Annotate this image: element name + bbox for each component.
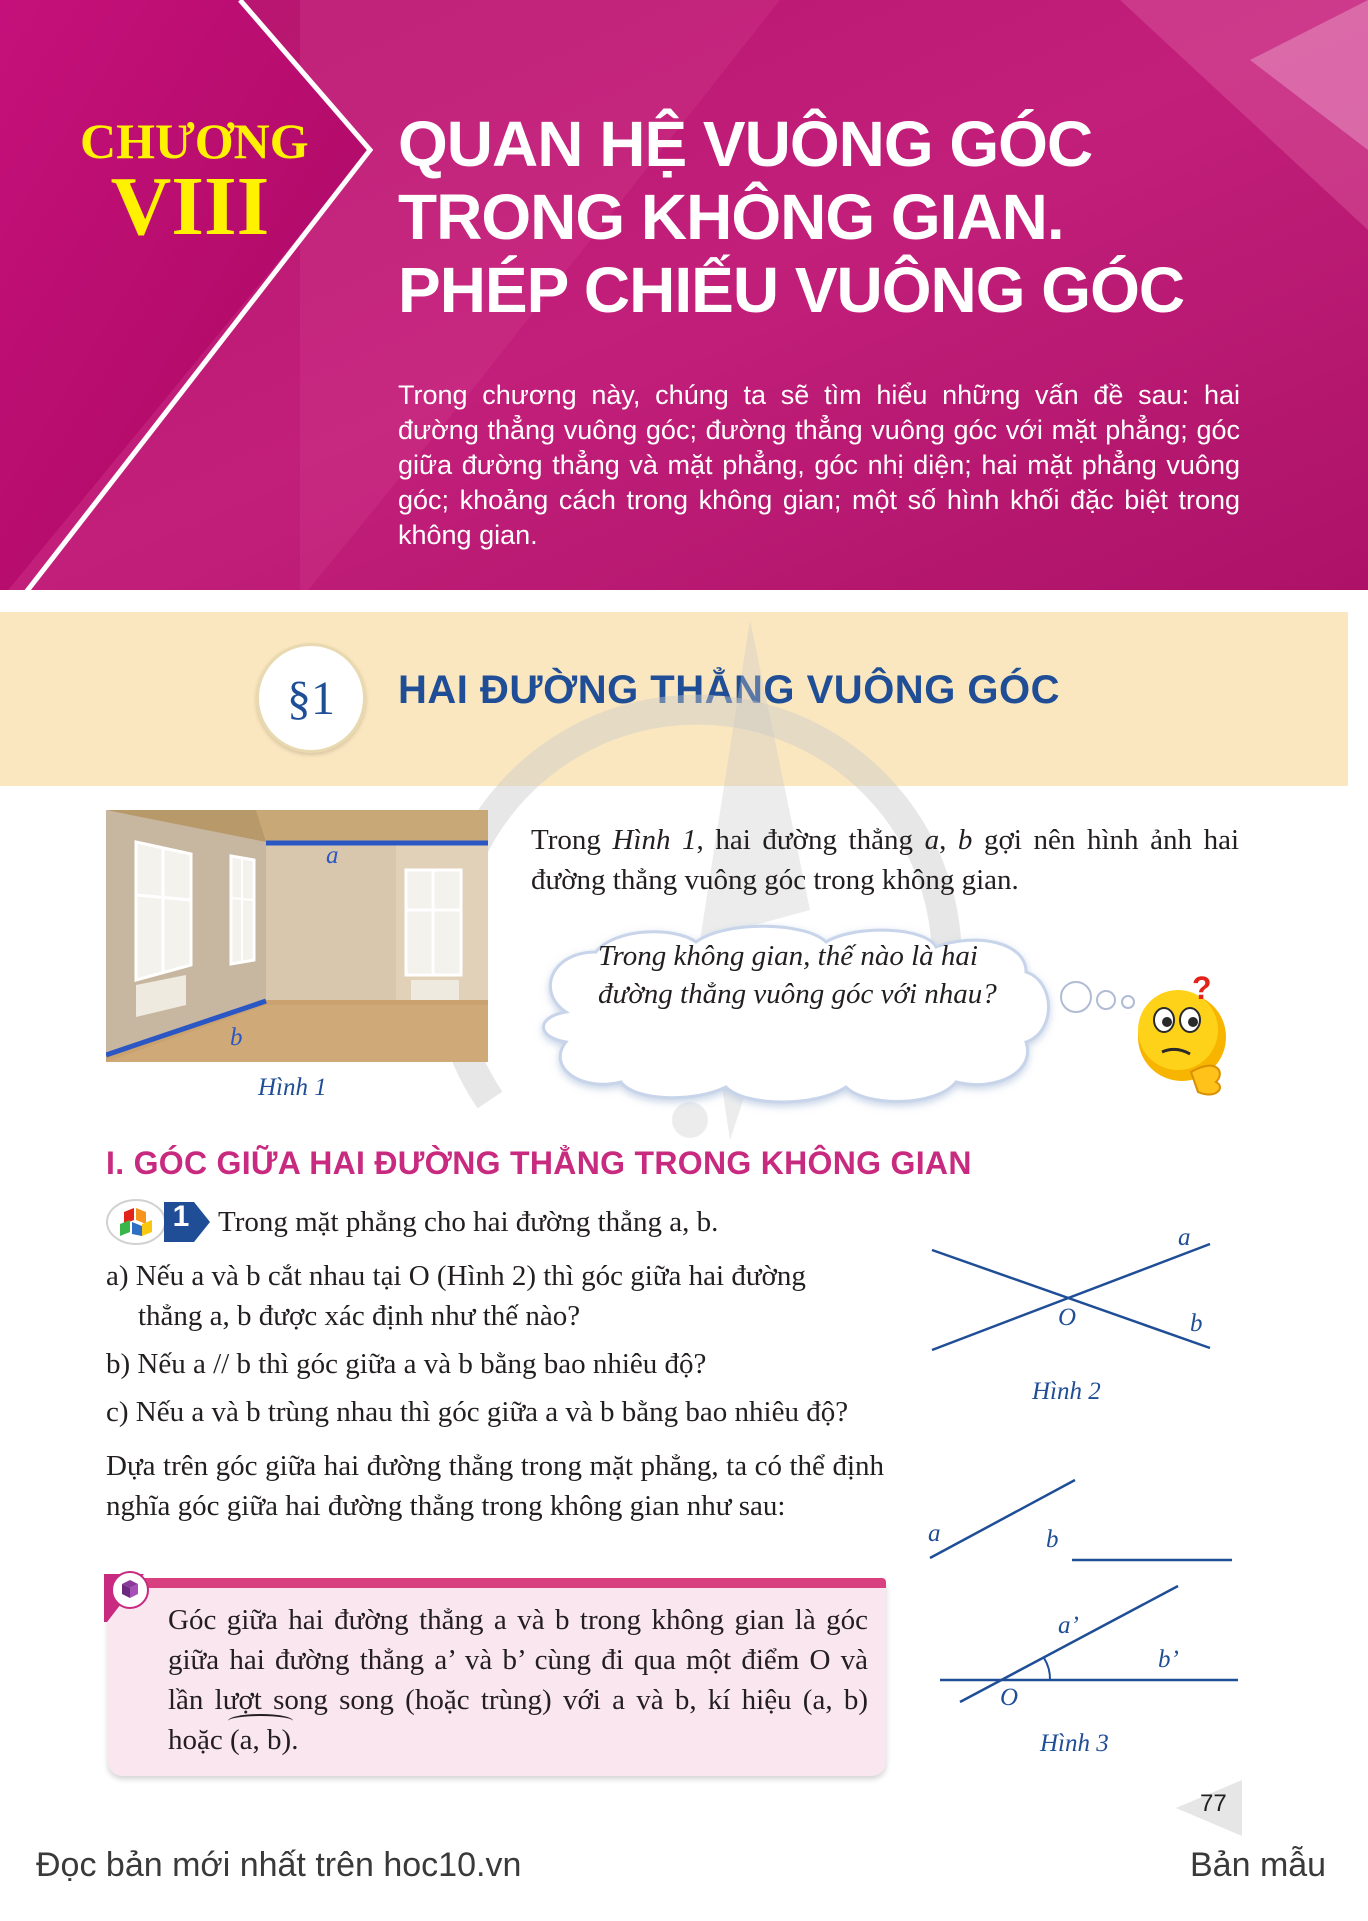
footer-link[interactable]: Đọc bản mới nhất trên hoc10.vn [36, 1846, 522, 1884]
figure3-label-b: b [1046, 1526, 1059, 1553]
question-mark: ? [1192, 970, 1212, 1006]
page-number: 77 [1200, 1790, 1227, 1817]
figure2-caption: Hình 2 [1032, 1378, 1101, 1405]
intro-paragraph [531, 820, 1239, 900]
figure2-label-b: b [1190, 1310, 1203, 1337]
heading-section-1: I. GÓC GIỮA HAI ĐƯỜNG THẲNG TRONG KHÔNG GIAN [106, 1145, 972, 1181]
chapter-intro: Trong chương này, chúng ta sẽ tìm hiểu những vấn đề sau: hai đường thẳng vuông góc; đường thẳng vuông góc với mặt phẳng; góc giữa đường thẳng và mặt phẳng, góc nhị diện; hai mặt phẳng vuông góc; khoảng cách trong không gian; một số hình khối đặc biệt trong không gian. [398, 380, 1240, 550]
section-title: HAI ĐƯỜNG THẲNG VUÔNG GÓC [398, 668, 1061, 712]
figure3-label-o: O [1000, 1684, 1019, 1711]
activity-item-b: b) Nếu a // b thì góc giữa a và b bằng bao nhiêu độ? [106, 1348, 707, 1380]
definition-box-top-bar [108, 1578, 886, 1588]
chapter-title-line: PHÉP CHIẾU VUÔNG GÓC [398, 254, 1185, 326]
figure1-label-b: b [230, 1024, 243, 1051]
figure1-caption: Hình 1 [258, 1074, 327, 1101]
chapter-label: CHƯƠNG [80, 113, 309, 169]
figure3-label-a: a [928, 1520, 941, 1547]
chapter-title-line: QUAN HỆ VUÔNG GÓC [398, 108, 1093, 180]
figure3-caption: Hình 3 [1040, 1730, 1109, 1757]
intro-text: gợi nên hình ảnh hai đường thẳng vuông góc trong không gian. [531, 824, 1239, 896]
figure3-label-b-prime: b’ [1158, 1646, 1179, 1673]
cloud-question: Trong không gian, thế nào là hai đường thẳng vuông góc với nhau? [598, 940, 997, 1010]
definition-end: . [291, 1724, 299, 1756]
chapter-title-line: TRONG KHÔNG GIAN. [398, 181, 1064, 253]
intro-text: Trong [531, 824, 613, 856]
figure2-label-o: O [1058, 1304, 1077, 1331]
variable-a: a [924, 824, 940, 856]
definition-text [168, 1600, 868, 1760]
figure3-diagram [920, 1470, 1240, 1710]
figure2-label-a: a [1178, 1224, 1191, 1251]
angle-notation: (a, b) [230, 1720, 291, 1760]
variable-b: b [957, 824, 973, 856]
chapter-number: VIII [110, 160, 270, 253]
intro-text: , hai đường thẳng [696, 824, 925, 856]
figure3-label-a-prime: a’ [1058, 1612, 1079, 1639]
intro-text: , [939, 824, 958, 856]
chapter-title [398, 108, 1298, 327]
room-illustration [106, 810, 488, 1062]
activity-item-a: a) Nếu a và b cắt nhau tại O (Hình 2) thì góc giữa hai đường [106, 1260, 806, 1292]
footer-sample-label: Bản mẫu [1190, 1846, 1327, 1884]
chapter-banner [0, 0, 1368, 600]
definition-cube-icon [104, 1566, 160, 1622]
activity-intro: Trong mặt phẳng cho hai đường thẳng a, b. [218, 1206, 719, 1238]
thinking-emoji-icon [1138, 990, 1226, 1095]
definition-body: Góc giữa hai đường thẳng a và b trong không gian là góc giữa hai đường thẳng a’ và b’ cùng đi qua một điểm O và lần lượt song song (hoặc trùng) với a và b, kí hiệu (a, b) hoặc [168, 1604, 868, 1756]
figure1-label-a: a [326, 842, 339, 869]
figure2-diagram [920, 1220, 1220, 1370]
activity-number: 1 [172, 1200, 190, 1233]
activity-item-a-continued: thẳng a, b được xác định như thế nào? [138, 1300, 581, 1332]
room-photo [106, 810, 488, 1062]
figure-reference: Hình 1 [612, 824, 697, 856]
activity-item-c: c) Nếu a và b trùng nhau thì góc giữa a và b bằng bao nhiêu độ? [106, 1396, 849, 1428]
section-number: §1 [256, 643, 366, 753]
bridge-paragraph: Dựa trên góc giữa hai đường thẳng trong mặt phẳng, ta có thể định nghĩa góc giữa hai đường thẳng trong không gian như sau: [106, 1450, 884, 1522]
